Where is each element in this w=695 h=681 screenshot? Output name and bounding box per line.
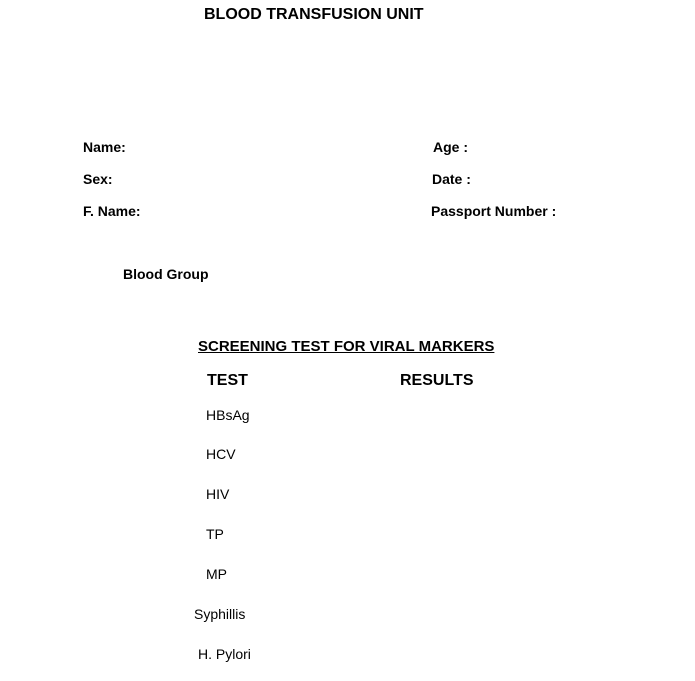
test-item: MP	[206, 566, 227, 582]
results-column-header: RESULTS	[400, 372, 474, 389]
test-column-header: TEST	[207, 372, 248, 389]
blood-group-label: Blood Group	[123, 266, 209, 282]
test-item: HCV	[206, 446, 236, 462]
date-label: Date :	[432, 171, 471, 187]
test-item: Syphillis	[194, 606, 246, 622]
test-item: H. Pylori	[198, 646, 251, 662]
name-label: Name:	[83, 139, 126, 155]
test-item: HBsAg	[206, 407, 250, 423]
sex-label: Sex:	[83, 171, 113, 187]
test-item: HIV	[206, 486, 230, 502]
test-item: TP	[206, 526, 224, 542]
passport-number-label: Passport Number :	[431, 203, 557, 219]
page-title: BLOOD TRANSFUSION UNIT	[204, 6, 424, 23]
screening-heading: SCREENING TEST FOR VIRAL MARKERS	[198, 338, 495, 355]
age-label: Age :	[433, 139, 468, 155]
father-name-label: F. Name:	[83, 203, 141, 219]
